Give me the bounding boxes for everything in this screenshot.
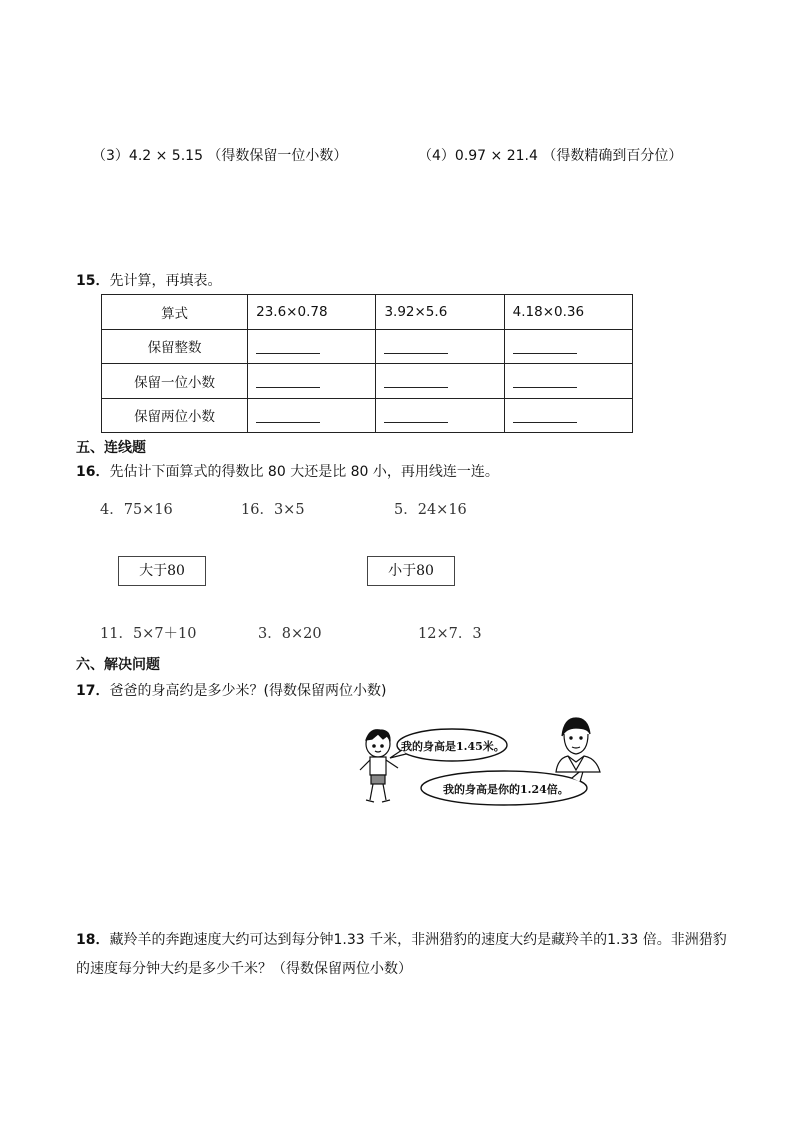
- father-figure: [556, 718, 600, 772]
- answer-blank[interactable]: [256, 339, 320, 354]
- answer-blank[interactable]: [384, 373, 448, 388]
- q17-illustration: [350, 712, 612, 812]
- table-row-label: 保留一位小数: [102, 364, 248, 399]
- top-expression: 16．3×5: [241, 502, 305, 518]
- bubble-1-text: 我的身高是1.45米。: [401, 740, 505, 753]
- answer-blank[interactable]: [384, 339, 448, 354]
- answer-blank[interactable]: [256, 408, 320, 423]
- box-greater-than-80[interactable]: 大于80: [118, 556, 206, 586]
- table-header-cell: 算式: [102, 295, 248, 330]
- section-5-heading: 五、连线题: [76, 440, 146, 456]
- q18-line-1: [76, 929, 727, 949]
- bubble-2-text: 我的身高是你的1.24倍。: [443, 783, 569, 796]
- table-row-label: 保留整数: [102, 329, 248, 364]
- table-row: [102, 364, 633, 399]
- q15-prompt: [76, 270, 221, 290]
- q15-table: [101, 294, 633, 433]
- q15-text: 先计算，再填表。: [109, 273, 222, 289]
- q17-number: 17．: [76, 683, 110, 699]
- q18-text-1: 藏羚羊的奔跑速度大约可达到每分钟1.33 千米，非洲猎豹的速度大约是藏羚羊的1.33 倍。非洲猎豹: [109, 932, 727, 948]
- table-header-cell: 3.92×5.6: [376, 295, 504, 330]
- q14-part4: （4）0.97 × 21.4 （得数精确到百分位）: [418, 148, 683, 164]
- table-row: [102, 295, 633, 330]
- top-expression: 5．24×16: [394, 502, 467, 518]
- section-6-heading: 六、解决问题: [76, 657, 160, 673]
- q17-prompt: [76, 680, 386, 700]
- q16-text: 先估计下面算式的得数比 80 大还是比 80 小，再用线连一连。: [109, 464, 499, 480]
- q16-prompt: [76, 461, 499, 481]
- answer-blank[interactable]: [513, 408, 577, 423]
- table-header-cell: 4.18×0.36: [504, 295, 632, 330]
- q16-number: 16．: [76, 464, 110, 480]
- child-figure: [360, 730, 398, 802]
- table-row-label: 保留两位小数: [102, 398, 248, 433]
- answer-blank[interactable]: [256, 373, 320, 388]
- answer-blank[interactable]: [513, 339, 577, 354]
- answer-blank[interactable]: [384, 408, 448, 423]
- answer-blank[interactable]: [513, 373, 577, 388]
- bottom-expression: 12×7．3: [418, 626, 482, 642]
- q15-number: 15．: [76, 273, 110, 289]
- q18-number: 18．: [76, 932, 110, 948]
- top-expression: 4．75×16: [100, 502, 173, 518]
- table-header-cell: 23.6×0.78: [248, 295, 376, 330]
- q18-line-2: 的速度每分钟大约是多少千米？（得数保留两位小数）: [76, 961, 412, 977]
- bottom-expression: 11．5×7＋10: [100, 626, 197, 642]
- table-row: [102, 398, 633, 433]
- bottom-expression: 3．8×20: [258, 626, 322, 642]
- table-row: [102, 329, 633, 364]
- q14-part3: （3）4.2 × 5.15 （得数保留一位小数）: [92, 148, 348, 164]
- box-less-than-80[interactable]: 小于80: [367, 556, 455, 586]
- q17-text: 爸爸的身高约是多少米？(得数保留两位小数): [109, 683, 387, 699]
